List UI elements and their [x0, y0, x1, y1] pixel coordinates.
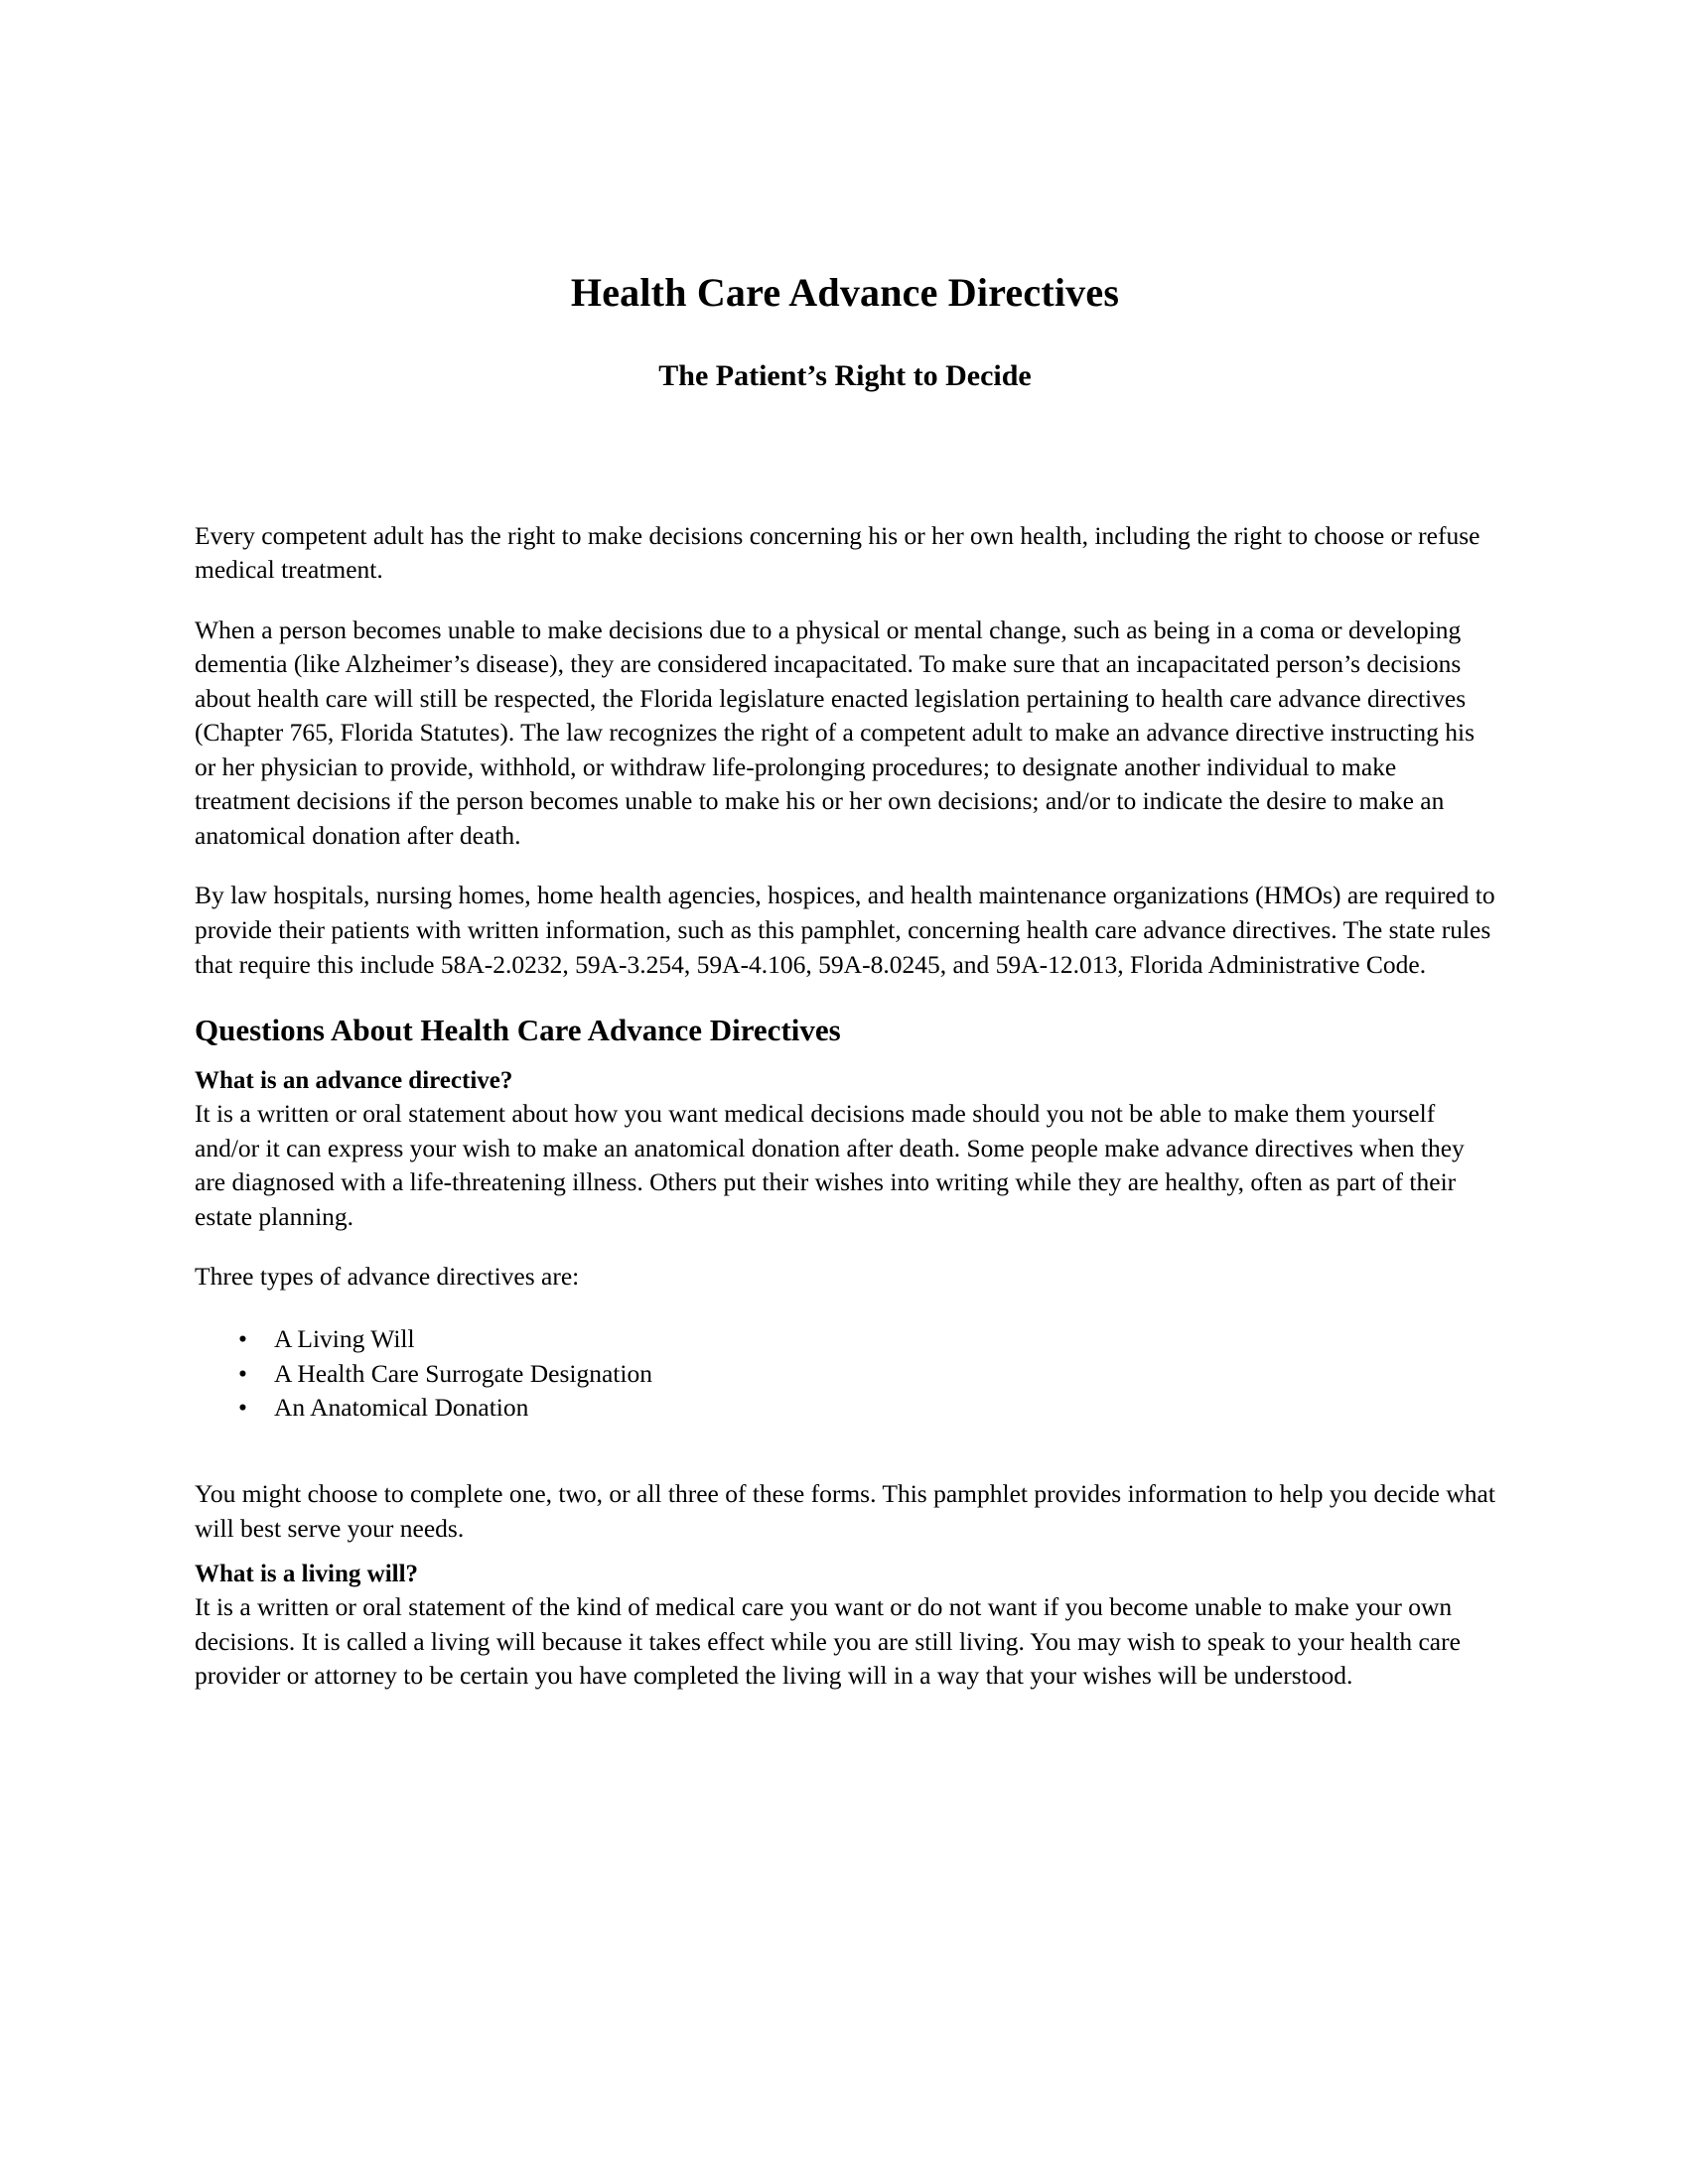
bullet-icon: • [238, 1358, 247, 1388]
page-content [195, 0, 1495, 1694]
intro-paragraph-1: Every competent adult has the right to make decisions concerning his or her own health, including the right to choose or refuse medical treatment. [195, 520, 1480, 585]
list-spacer [195, 1426, 1495, 1451]
section-heading-questions: Questions About Health Care Advance Directives [195, 1013, 841, 1048]
list-item-label: A Living Will [274, 1323, 415, 1353]
list-item-label: A Health Care Surrogate Designation [274, 1358, 652, 1388]
page-title: Health Care Advance Directives [570, 270, 1120, 315]
bullet-icon: • [238, 1393, 247, 1423]
closing-paragraph-advance-directive: You might choose to complete one, two, or all three of these forms. This pamphlet provides information to help you decide what will best serve your needs. [195, 1479, 1495, 1543]
page-subtitle: The Patient’s Right to Decide [658, 359, 1032, 392]
intro-paragraph-3: By law hospitals, nursing homes, home health agencies, hospices, and health maintenance organizations (HMOs) are required to provide their patients with written information, such as this pamphlet, concerning health care advance directives. The state rules that require this include 58A-2.0232, 59A-3.254, 59A-4.106, 59A-8.0245, and 59A-12.013, Florida Administrative Code. [195, 881, 1495, 979]
answer-advance-directive: It is a written or oral statement about how you want medical decisions made should you not be able to make them yourself and/or it can express your wish to make an anatomical donation after death. Some people make advance directives when they are diagnosed with a life-threatening illness. Others put their wishes into writing while they are healthy, often as part of their estate planning. [195, 1099, 1465, 1231]
list-item [195, 1391, 1495, 1426]
question-heading-living-will: What is a living will? [195, 1561, 419, 1588]
list-item [195, 1357, 1495, 1392]
bullet-icon: • [238, 1323, 247, 1353]
advance-directive-types-list [195, 1295, 1495, 1426]
intro-paragraph-2: When a person becomes unable to make decisions due to a physical or mental change, such as being in a coma or developing dementia (like Alzheimer’s disease), they are considered incapacitated. To make sure that an incapacitated person’s decisions about health care will still be respected, the Florida legislature enacted legislation pertaining to health care advance directives (Chapter 765, Florida Statutes). The law recognizes the right of a competent adult to make an advance directive instructing his or her physician to provide, withhold, or withdraw life-prolonging procedures; to designate another individual to make treatment decisions if the person becomes unable to make his or her own decisions; and/or to indicate the desire to make an anatomical donation after death. [195, 614, 1476, 850]
list-lead-in-three-types: Three types of advance directives are: [195, 1262, 580, 1292]
question-heading-advance-directive: What is an advance directive? [195, 1067, 513, 1095]
list-item-label: An Anatomical Donation [274, 1393, 529, 1423]
list-item [195, 1322, 1495, 1357]
answer-living-will: It is a written or oral statement of the kind of medical care you want or do not want if you become unable to make your own decisions. It is called a living will because it takes effect while you are still living. You may wish to speak to your health care provider or attorney to be certain you have completed the living will in a way that your wishes will be understood. [195, 1592, 1461, 1691]
